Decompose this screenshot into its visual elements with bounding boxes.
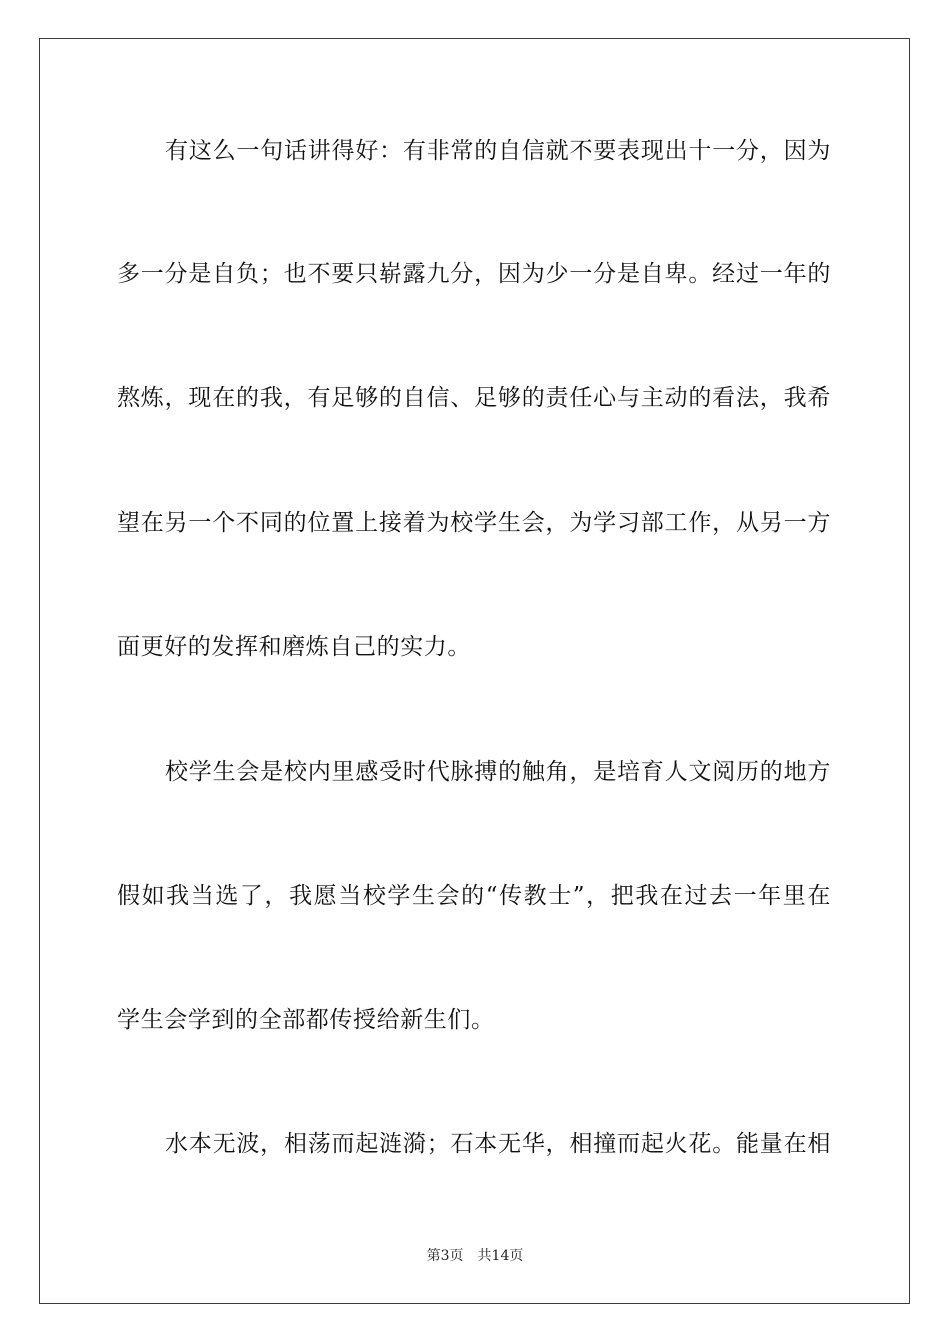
page-total: 共14页 — [477, 1248, 524, 1264]
paragraph-line: 熬炼，现在的我，有足够的自信、足够的责任心与主动的看法，我希 — [117, 385, 831, 411]
paragraph-line: 学生会学到的全部都传授给新生们。 — [117, 1007, 495, 1033]
paragraph-line: 面更好的发挥和磨炼自己的实力。 — [117, 634, 471, 660]
paragraph-line: 多一分是自负；也不要只崭露九分，因为少一分是自卑。经过一年的 — [117, 261, 831, 287]
paragraph-line: 校学生会是校内里感受时代脉搏的触角，是培育人文阅历的地方 — [165, 759, 831, 785]
page-footer — [0, 1245, 950, 1265]
page-border — [39, 38, 910, 1304]
page-number: 第3页 — [426, 1248, 464, 1264]
paragraph-line: 假如我当选了，我愿当校学生会的“传教士”，把我在过去一年里在 — [117, 883, 831, 909]
paragraph-line: 水本无波，相荡而起涟漪；石本无华，相撞而起火花。能量在相 — [165, 1131, 831, 1157]
paragraph-line: 望在另一个不同的位置上接着为校学生会，为学习部工作，从另一方 — [117, 510, 831, 536]
paragraph-line: 有这么一句话讲得好：有非常的自信就不要表现出十一分，因为 — [165, 138, 831, 164]
